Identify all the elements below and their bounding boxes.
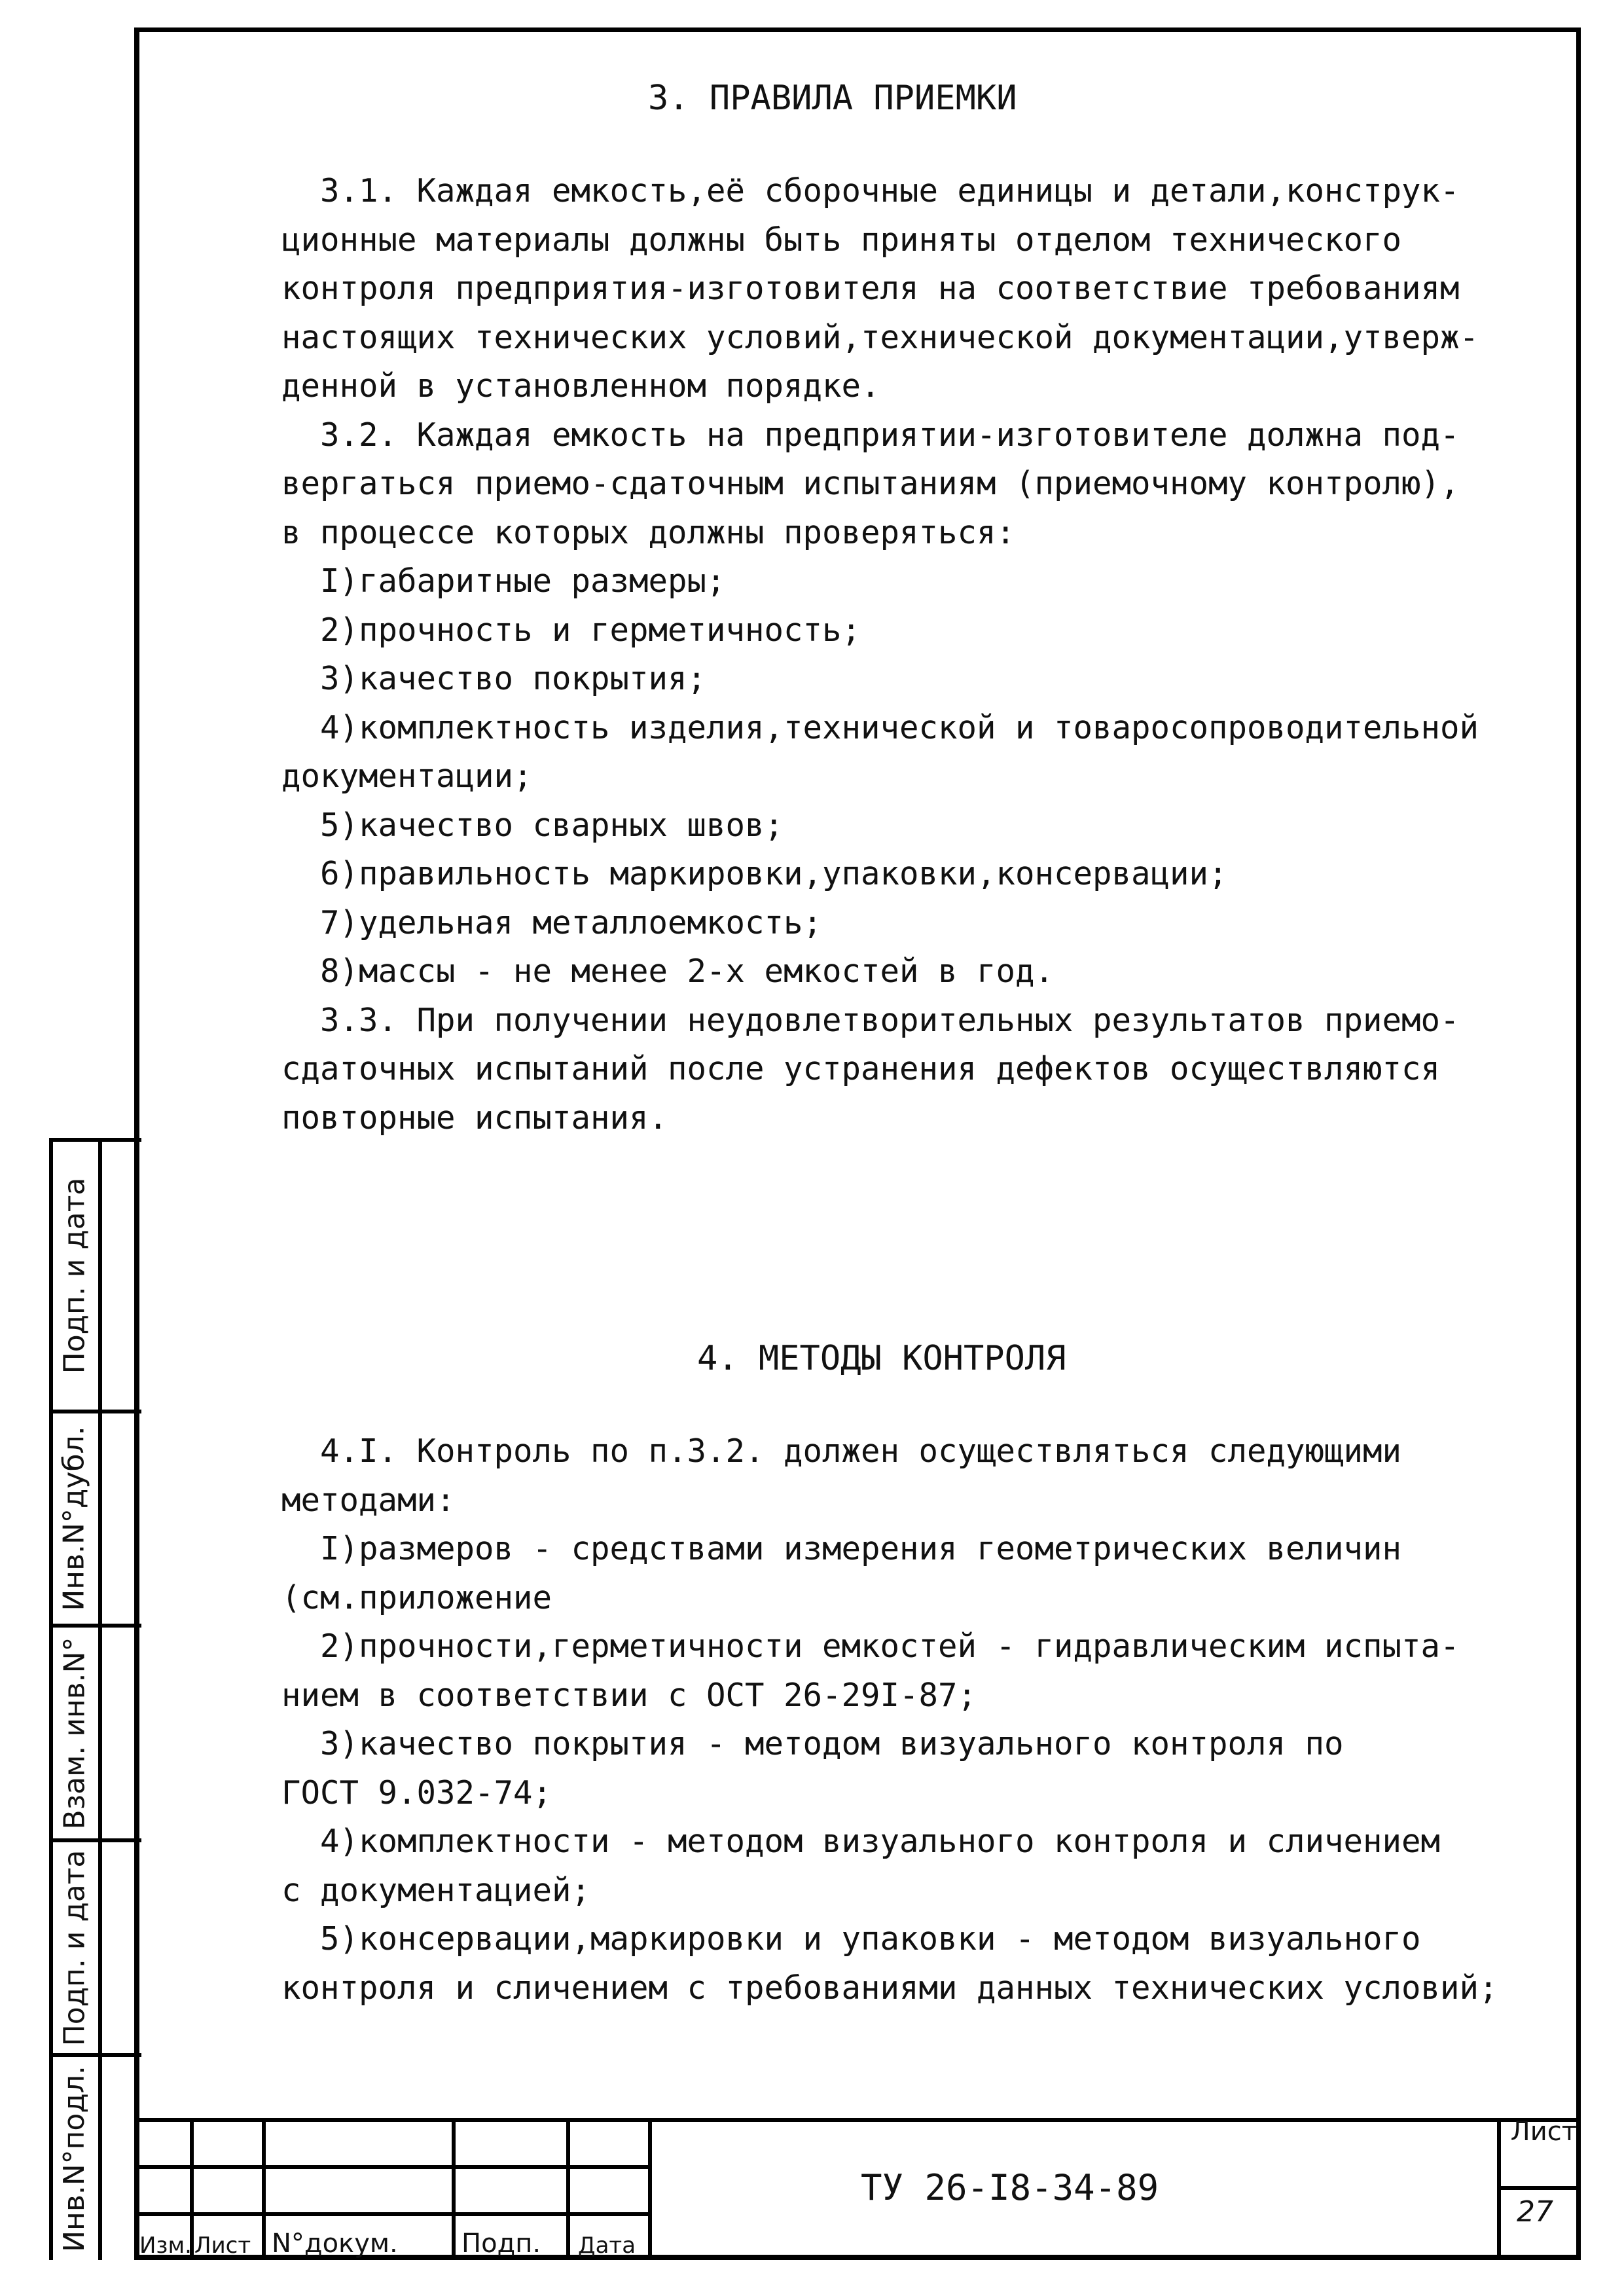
text-line: нием в соответствии с ОСТ 26-29I-87; (281, 1676, 977, 1714)
margin-label-signature-date: Подп. и дата (58, 1177, 92, 1374)
sheet-label: Лист (1510, 2117, 1577, 2147)
title-block-line (648, 2118, 652, 2260)
text-line: документации; (281, 757, 533, 795)
text-line: сдаточных испытаний после устранения дефектов осуществляются (281, 1050, 1441, 1087)
text-line: вергаться приемо-сдаточным испытаниям (приемочному контролю), (281, 465, 1460, 502)
document-code: ТУ 26-I8-34-89 (861, 2167, 1159, 2208)
text-line: (см.приложение (281, 1578, 552, 1616)
text-line: 8)массы - не менее 2-х емкостей в год. (281, 953, 1055, 990)
text-line: 6)правильность маркировки,упаковки,консервации; (281, 855, 1228, 892)
column-label-sheet: Лист (194, 2232, 251, 2259)
title-block-line (566, 2118, 570, 2260)
text-line: настоящих технических условий,технической документации,утверж- (281, 318, 1479, 356)
text-line: 4)комплектность изделия,технической и товаросопроводительной (281, 708, 1479, 746)
column-label-document-number: N°докум. (272, 2229, 398, 2259)
text-line: денной в установленном порядке. (281, 367, 880, 405)
column-label-date: Дата (578, 2232, 636, 2259)
text-line: 5)качество сварных швов; (281, 806, 784, 844)
text-line: ГОСТ 9.032-74; (281, 1774, 552, 1812)
text-line: с документацией; (281, 1871, 591, 1909)
text-line: 3)качество покрытия - методом визуального контроля по (281, 1725, 1344, 1762)
title-block-line (1497, 2186, 1581, 2190)
margin-line (98, 1138, 102, 2260)
margin-label-original-number: Инв.N°подл. (58, 2065, 92, 2252)
section-3-body (281, 167, 1564, 1142)
column-label-signature: Подп. (461, 2229, 541, 2259)
text-line: 4.I. Контроль по п.3.2. должен осуществляться следующими (281, 1432, 1402, 1470)
text-line: 3)качество покрытия; (281, 660, 707, 697)
column-label-change: Изм. (139, 2232, 192, 2259)
text-line: в процессе которых должны проверяться: (281, 513, 1016, 551)
title-block-line (1497, 2118, 1501, 2260)
text-line: методами: (281, 1481, 456, 1519)
text-line: 3.1. Каждая емкость,её сборочные единицы и детали,конструк- (281, 172, 1460, 210)
section-4-body (281, 1427, 1564, 2013)
text-line: контроля предприятия-изготовителя на соответствие требованиям (281, 270, 1460, 307)
title-block-line (134, 2165, 648, 2169)
text-line: 2)прочность и герметичность; (281, 611, 861, 649)
margin-stamp (13, 1138, 141, 2260)
text-line: контроля и сличением с требованиями данных технических условий; (281, 1969, 1498, 2007)
title-block-line (452, 2118, 456, 2260)
section-4-title: 4. МЕТОДЫ КОНТРОЛЯ (697, 1339, 1066, 1378)
text-line: 5)консервации,маркировки и упаковки - методом визуального (281, 1920, 1421, 1958)
section-3-title: 3. ПРАВИЛА ПРИЕМКИ (648, 79, 1017, 118)
text-line: повторные испытания. (281, 1099, 668, 1137)
sheet-number: 27 (1517, 2195, 1553, 2229)
title-block-line (134, 2212, 648, 2216)
text-line: 2)прочности,герметичности емкостей - гидравлическим испыта- (281, 1628, 1460, 1665)
text-line: I)размеров - средствами измерения геометрических величин (281, 1530, 1402, 1567)
title-block (134, 2118, 1581, 2260)
text-line: 4)комплектности - методом визуального контроля и сличением (281, 1823, 1441, 1860)
text-line: 3.3. При получении неудовлетворительных результатов приемо- (281, 1001, 1460, 1039)
margin-label-duplicate-number: Инв.N°дубл. (58, 1426, 91, 1611)
text-line: 3.2. Каждая емкость на предприятии-изготовителе должна под- (281, 416, 1460, 454)
text-line: 7)удельная металлоемкость; (281, 903, 823, 941)
title-block-line (262, 2118, 266, 2260)
title-block-line (134, 2118, 1581, 2122)
margin-label-signature-date-2: Подп. и дата (58, 1850, 92, 2046)
text-line: I)габаритные размеры; (281, 562, 726, 600)
text-line: ционные материалы должны быть приняты отделом технического (281, 221, 1402, 259)
margin-label-replacement-number: Взам. инв.N° (58, 1637, 91, 1829)
